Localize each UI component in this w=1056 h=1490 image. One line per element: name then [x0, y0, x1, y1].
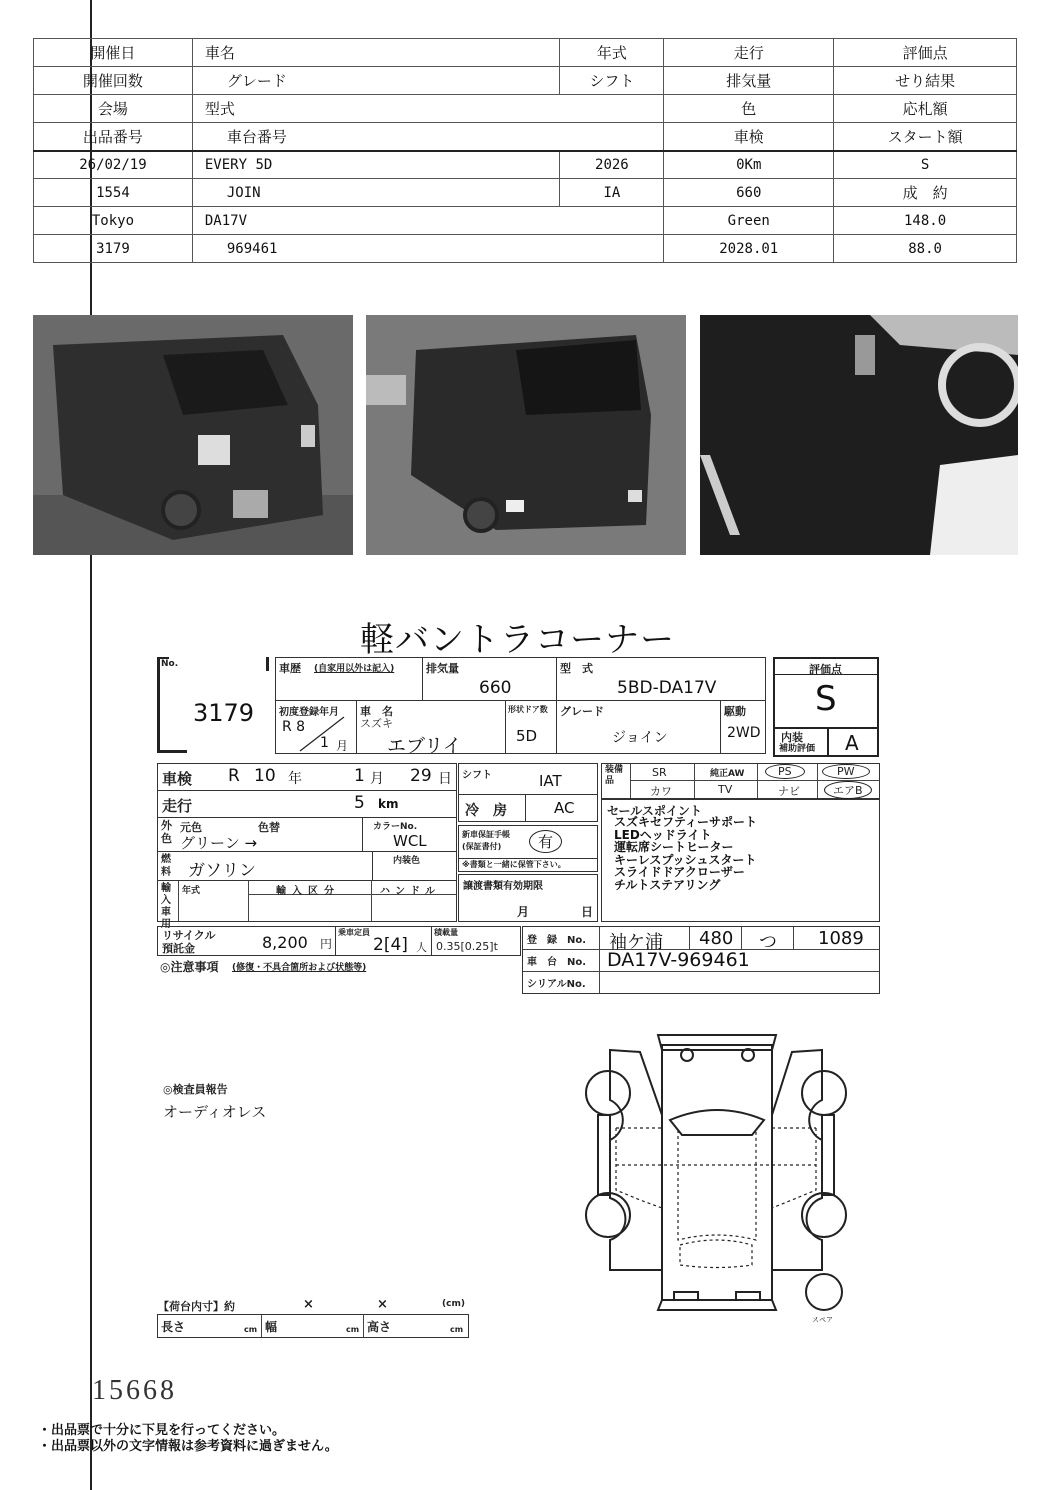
equipment-aw: 純正AW: [710, 769, 745, 779]
score-value: S: [815, 679, 837, 719]
cargo-label: 【荷台内寸】約: [158, 1300, 235, 1313]
value-cell: 2026: [560, 151, 664, 179]
sales-point: キーレスプッシュスタート: [614, 852, 757, 867]
lot-number-box: [157, 657, 269, 753]
header-cell: 出品番号: [34, 123, 193, 151]
equipment-grid: 装備品 SR 純正AW PS PW カワ TV ナビ エアB: [601, 763, 880, 799]
car-damage-diagram[interactable]: [580, 1030, 852, 1325]
header-cell: せり結果: [834, 67, 1017, 95]
load-capacity-cell: 積載量 0.35[0.25]t: [431, 926, 521, 956]
value-cell: 660: [664, 179, 834, 207]
ac-value-cell: AC: [525, 794, 598, 822]
header-row: [34, 39, 1017, 67]
header-cell: 年式: [560, 39, 664, 67]
equipment-navi: ナビ: [778, 785, 800, 798]
header-cell: 型式: [192, 95, 663, 123]
header-cell: 開催回数: [34, 67, 193, 95]
header-cell: 走行: [664, 39, 834, 67]
header-cell: 評価点: [834, 39, 1017, 67]
value-cell: 969461: [192, 235, 663, 263]
fuel-cell: 燃料 ガソリン: [157, 851, 373, 881]
registration-block: 登 録 No. 袖ケ浦 480 つ 1089 車 台 No. DA17V-969461 シリアルNo.: [522, 926, 880, 994]
capacity-cell: 乗車定員 2[4] 人: [335, 926, 432, 956]
equipment-tv: TV: [718, 783, 733, 796]
grade-cell: グレード ジョイン: [556, 700, 721, 754]
value-cell: EVERY 5D: [192, 151, 560, 179]
warranty-value: 有: [529, 830, 562, 853]
header-row: [34, 67, 1017, 95]
equipment-ps: PS: [765, 764, 805, 779]
value-cell: S: [834, 151, 1017, 179]
value-cell: 26/02/19: [34, 151, 193, 179]
value-cell: JOIN: [192, 179, 560, 207]
chassis-number: DA17V-969461: [607, 949, 750, 971]
sales-point: 運転席シートヒーター: [614, 840, 734, 854]
reg-number: 1089: [818, 928, 864, 949]
mileage-value: 5: [354, 793, 365, 813]
shift-cell: シフト IAT: [458, 763, 598, 795]
sales-point: LEDヘッドライト: [614, 827, 712, 842]
value-row: [34, 179, 1017, 207]
header-cell: 応札額: [834, 95, 1017, 123]
shift-value: IAT: [539, 772, 562, 790]
value-cell: 0Km: [664, 151, 834, 179]
value-cell: 148.0: [834, 207, 1017, 235]
stamp-number: 15668: [92, 1375, 177, 1406]
header-cell: 会場: [34, 95, 193, 123]
model-value: 5BD-DA17V: [617, 678, 717, 698]
sales-point: スズキセフティーサポート: [614, 815, 758, 829]
header-cell: スタート額: [834, 123, 1017, 151]
photo-rear-exterior[interactable]: [366, 315, 686, 555]
doors-cell: 形状ドア数 5D: [505, 700, 557, 754]
history-cell: 車歴 (自家用以外は記入): [275, 657, 423, 701]
value-cell: 88.0: [834, 235, 1017, 263]
header-cell: グレード: [192, 67, 560, 95]
lot-number: 3179: [193, 699, 255, 727]
sales-points-box: セールスポイント スズキセフティーサポート LEDヘッドライト 運転席シートヒーター キーレスプッシュスタート スライドドアクローザー チルトステアリング: [601, 799, 880, 922]
value-cell: DA17V: [192, 207, 663, 235]
photo-interior[interactable]: [700, 315, 1018, 555]
score-box: 評価点 S 内装 補助評価 A: [773, 657, 879, 757]
value-row: [34, 207, 1017, 235]
recycle-fee-value: 8,200: [262, 933, 308, 952]
car-name-cell: 車 名 スズキ エブリイ: [356, 700, 506, 754]
car-name-value: エブリイ: [387, 735, 462, 757]
equipment-leather: カワ: [650, 785, 672, 798]
header-cell: 排気量: [664, 67, 834, 95]
mileage-cell: 走行 5 km: [157, 790, 457, 818]
cargo-dimensions-row: 長さ cm 幅 cm 高さ cm: [157, 1314, 469, 1338]
ac-label-cell: 冷 房: [458, 794, 526, 822]
inspector-report-text: オーディオレス: [163, 1103, 267, 1121]
form-title: 軽バントラコーナー: [360, 620, 675, 660]
sales-point: チルトステアリング: [614, 877, 721, 892]
caution-label: ◎注意事項: [160, 960, 219, 974]
footer-note: ・出品票以外の文字情報は参考資料に過ぎません。: [38, 1439, 338, 1454]
interior-score: A: [845, 731, 859, 755]
displacement-value: 660: [479, 678, 512, 698]
recycle-fee-cell: リサイクル 預託金 8,200 円: [157, 926, 336, 956]
drive-cell: 駆動 2WD: [720, 700, 766, 754]
header-cell: 開催日: [34, 39, 193, 67]
transfer-docs-cell: 譲渡書類有効期限 月 日: [458, 874, 598, 922]
warranty-cell: 新車保証手帳 (保証書付) 有: [458, 825, 598, 859]
header-cell: 車名: [192, 39, 560, 67]
photo-front-exterior[interactable]: [33, 315, 353, 555]
value-row: [34, 235, 1017, 263]
reg-class: 480: [699, 928, 734, 949]
caution-sub: (修復・不具合箇所および状態等): [232, 963, 367, 973]
equipment-airbag: エアB: [824, 781, 872, 799]
value-cell: Tokyo: [34, 207, 193, 235]
header-row: [34, 123, 1017, 151]
value-cell: 3179: [34, 235, 193, 263]
interior-color-cell: 内装色: [372, 851, 457, 881]
value-cell: 成 約: [834, 179, 1017, 207]
reg-kana: つ: [759, 932, 777, 953]
footer-note: ・出品票で十分に下見を行ってください。: [38, 1423, 286, 1438]
spare-label: スペア: [812, 1316, 833, 1324]
value-row: [34, 151, 1017, 179]
color-number-cell: カラーNo. WCL: [362, 817, 457, 852]
header-cell: 車検: [664, 123, 834, 151]
value-cell: IA: [560, 179, 664, 207]
equipment-pw: PW: [822, 764, 870, 779]
lot-no-label: No.: [161, 659, 179, 669]
footer-notes: [38, 1423, 338, 1455]
value-cell: 1554: [34, 179, 193, 207]
summary-table: [33, 38, 1017, 263]
reg-area: 袖ケ浦: [609, 932, 663, 953]
header-cell: 色: [664, 95, 834, 123]
exterior-color-cell: 外色 元色 色替 グリーン →: [157, 817, 363, 852]
displacement-cell: 排気量 660: [422, 657, 557, 701]
inspection-cell: 車検 R 10 年 1 月 29 日: [157, 763, 457, 791]
model-cell: 型 式 5BD-DA17V: [556, 657, 766, 701]
equipment-sr: SR: [652, 766, 667, 779]
sales-point: スライドドアクローザー: [614, 865, 745, 879]
first-registration-cell: 初度登録年月 R 8 1 月: [275, 700, 357, 754]
import-car-cell: 輸入車用 年式 輸入区分 ハンドル: [157, 880, 457, 922]
inspector-report-label: ◎検査員報告: [163, 1083, 228, 1096]
header-cell: シフト: [560, 67, 664, 95]
value-cell: 2028.01: [664, 235, 834, 263]
value-cell: Green: [664, 207, 834, 235]
header-row: [34, 95, 1017, 123]
header-cell: 車台番号: [192, 123, 663, 151]
warranty-note-cell: ※書類と一緒に保管下さい。: [458, 858, 598, 872]
